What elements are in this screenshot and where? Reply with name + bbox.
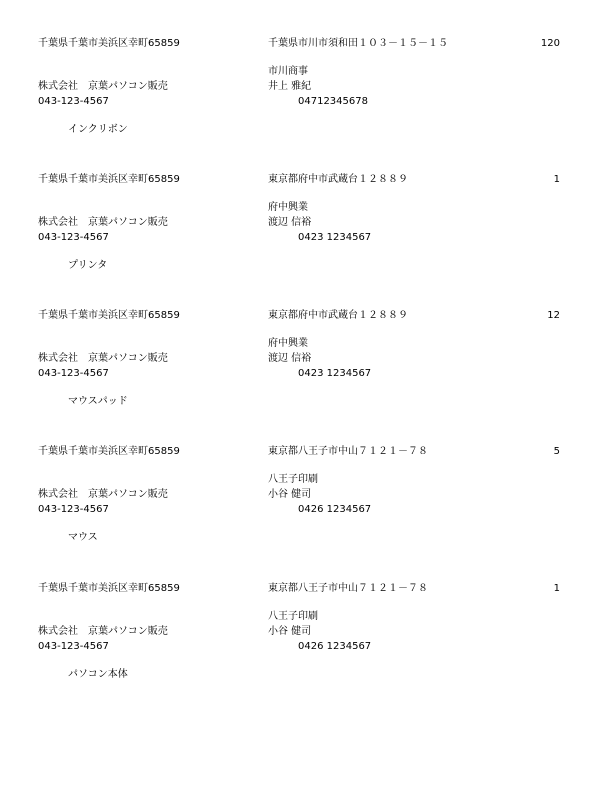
sender-company: 株式会社 京葉パソコン販売 <box>38 81 168 92</box>
recipient-person: 小谷 健司 <box>268 489 312 500</box>
sender-address: 千葉県千葉市美浜区幸町65859 <box>38 310 180 321</box>
recipient-address: 千葉県市川市須和田１０３－１５－１５ <box>268 38 448 49</box>
quantity: 12 <box>547 310 560 321</box>
item-name: パソコン本体 <box>68 669 128 680</box>
sender-phone: 043-123-4567 <box>38 368 109 379</box>
recipient-person: 渡辺 信裕 <box>268 353 312 364</box>
item-name: インクリボン <box>68 124 128 135</box>
sender-address: 千葉県千葉市美浜区幸町65859 <box>38 38 180 49</box>
recipient-address: 東京都八王子市中山７１２１－７８ <box>268 583 428 594</box>
recipient-company: 府中興業 <box>268 202 308 213</box>
sender-phone: 043-123-4567 <box>38 96 109 107</box>
sender-address: 千葉県千葉市美浜区幸町65859 <box>38 446 180 457</box>
sender-company: 株式会社 京葉パソコン販売 <box>38 217 168 228</box>
recipient-person: 小谷 健司 <box>268 626 312 637</box>
recipient-phone: 0423 1234567 <box>298 368 372 379</box>
sender-company: 株式会社 京葉パソコン販売 <box>38 353 168 364</box>
item-name: マウス <box>68 532 98 543</box>
sender-phone: 043-123-4567 <box>38 504 109 515</box>
quantity: 120 <box>540 38 560 49</box>
sender-address: 千葉県千葉市美浜区幸町65859 <box>38 174 180 185</box>
sender-phone: 043-123-4567 <box>38 641 109 652</box>
sender-address: 千葉県千葉市美浜区幸町65859 <box>38 583 180 594</box>
recipient-address: 東京都府中市武蔵台１２８８９ <box>268 174 408 185</box>
recipient-address: 東京都八王子市中山７１２１－７８ <box>268 446 428 457</box>
recipient-company: 市川商事 <box>268 66 308 77</box>
shipping-record <box>0 582 612 718</box>
recipient-phone: 04712345678 <box>298 96 368 107</box>
sender-phone: 043-123-4567 <box>38 232 109 243</box>
quantity: 1 <box>553 174 560 185</box>
sender-company: 株式会社 京葉パソコン販売 <box>38 626 168 637</box>
recipient-company: 八王子印刷 <box>268 474 318 485</box>
recipient-company: 八王子印刷 <box>268 611 318 622</box>
shipping-record <box>0 37 612 173</box>
recipient-phone: 0426 1234567 <box>298 504 372 515</box>
quantity: 5 <box>553 446 560 457</box>
recipient-company: 府中興業 <box>268 338 308 349</box>
shipping-record <box>0 309 612 445</box>
recipient-phone: 0423 1234567 <box>298 232 372 243</box>
shipping-record <box>0 445 612 581</box>
recipient-person: 井上 雅紀 <box>268 81 312 92</box>
recipient-person: 渡辺 信裕 <box>268 217 312 228</box>
quantity: 1 <box>553 583 560 594</box>
item-name: マウスパッド <box>68 396 128 407</box>
item-name: プリンタ <box>68 260 108 271</box>
shipping-record <box>0 173 612 309</box>
recipient-phone: 0426 1234567 <box>298 641 372 652</box>
recipient-address: 東京都府中市武蔵台１２８８９ <box>268 310 408 321</box>
sender-company: 株式会社 京葉パソコン販売 <box>38 489 168 500</box>
